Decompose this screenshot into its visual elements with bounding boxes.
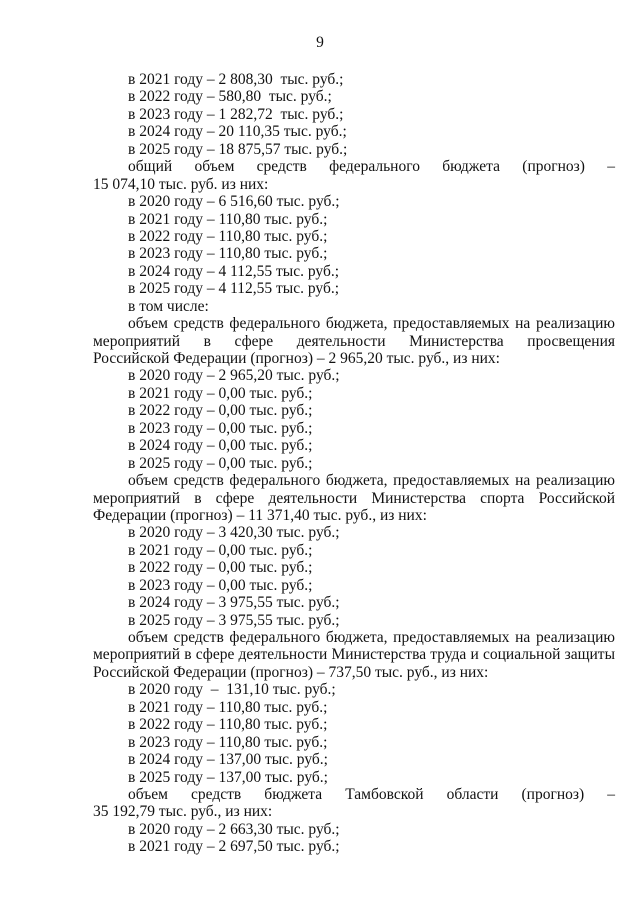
paragraph-line: Российской Федерации (прогноз) – 2 965,20 тыс. руб., из них: <box>93 350 500 367</box>
paragraph-line: Федерации (прогноз) – 11 371,40 тыс. руб., из них: <box>93 506 427 524</box>
text-line: в 2024 году – 137,00 тыс. руб.; <box>128 751 328 769</box>
paragraph <box>93 315 615 367</box>
paragraph-line: 35 192,79 тыс. руб., из них: <box>93 803 273 821</box>
text-line: в 2025 году – 137,00 тыс. руб.; <box>128 768 328 786</box>
text-line: в 2024 году – 4 112,55 тыс. руб.; <box>128 262 340 280</box>
paragraph-line: объем средств бюджета Тамбовской области (прогноз) – <box>128 785 615 803</box>
text-line: в 2025 году – 4 112,55 тыс. руб.; <box>128 280 340 298</box>
text-line: в 2025 году – 0,00 тыс. руб.; <box>128 454 313 472</box>
text-line: в 2022 году – 0,00 тыс. руб.; <box>128 402 313 420</box>
text-line: в 2021 году – 2 697,50 тыс. руб.; <box>128 838 340 856</box>
text-line: в 2021 году – 110,80 тыс. руб.; <box>128 698 328 716</box>
paragraph-line: общий объем средств федерального бюджета (прогноз) – <box>128 158 615 176</box>
paragraph-line: объем средств федерального бюджета, предоставляемых на реализацию <box>128 315 615 333</box>
text-line: в 2020 году – 3 420,30 тыс. руб.; <box>128 524 340 542</box>
paragraph <box>93 786 615 821</box>
paragraph-line: мероприятий в сфере деятельности Министерства труда и социальной защиты <box>93 646 615 664</box>
paragraph-line: объем средств федерального бюджета, предоставляемых на реализацию <box>128 472 615 490</box>
text-line: в 2023 году – 0,00 тыс. руб.; <box>128 576 313 594</box>
text-line: в 2020 году – 2 663,30 тыс. руб.; <box>128 820 340 838</box>
text-line: в 2020 году – 131,10 тыс. руб.; <box>128 681 336 699</box>
text-line: в 2023 году – 1 282,72 тыс. руб.; <box>128 105 344 123</box>
text-line: в 2025 году – 3 975,55 тыс. руб.; <box>128 611 340 629</box>
paragraph-line: 15 074,10 тыс. руб. из них: <box>93 175 269 193</box>
text-line: в 2022 году – 110,80 тыс. руб.; <box>128 716 328 734</box>
paragraph <box>93 158 615 193</box>
text-line: в 2020 году – 6 516,60 тыс. руб.; <box>128 193 340 211</box>
text-line: в 2021 году – 2 808,30 тыс. руб.; <box>128 71 344 88</box>
text-line: в 2022 году – 110,80 тыс. руб.; <box>128 227 328 245</box>
document-body <box>93 71 615 856</box>
paragraph-line: мероприятий в сфере деятельности Министерства спорта Российской <box>93 489 615 507</box>
text-line: в 2021 году – 0,00 тыс. руб.; <box>128 541 313 559</box>
text-line: в 2023 году – 110,80 тыс. руб.; <box>128 733 328 751</box>
text-line: в 2021 году – 110,80 тыс. руб.; <box>128 210 328 228</box>
paragraph-line: мероприятий в сфере деятельности Министерства просвещения <box>93 332 615 350</box>
paragraph-line: Российской Федерации (прогноз) – 737,50 тыс. руб., из них: <box>93 663 489 681</box>
text-line: в 2022 году – 580,80 тыс. руб.; <box>128 88 332 106</box>
text-line: в 2025 году – 18 875,57 тыс. руб.; <box>128 140 348 158</box>
text-line: в том числе: <box>128 297 209 315</box>
text-line: в 2020 году – 2 965,20 тыс. руб.; <box>128 367 340 385</box>
paragraph <box>93 629 615 681</box>
text-line: в 2023 году – 110,80 тыс. руб.; <box>128 245 328 263</box>
paragraph <box>93 472 615 524</box>
text-line: в 2021 году – 0,00 тыс. руб.; <box>128 384 313 402</box>
text-line: в 2023 году – 0,00 тыс. руб.; <box>128 419 313 437</box>
text-line: в 2024 году – 0,00 тыс. руб.; <box>128 437 313 455</box>
paragraph-line: объем средств федерального бюджета, предоставляемых на реализацию <box>128 629 615 646</box>
text-line: в 2022 году – 0,00 тыс. руб.; <box>128 559 313 577</box>
text-line: в 2024 году – 3 975,55 тыс. руб.; <box>128 594 340 612</box>
text-line: в 2024 году – 20 110,35 тыс. руб.; <box>128 123 347 141</box>
page-number: 9 <box>316 34 324 51</box>
